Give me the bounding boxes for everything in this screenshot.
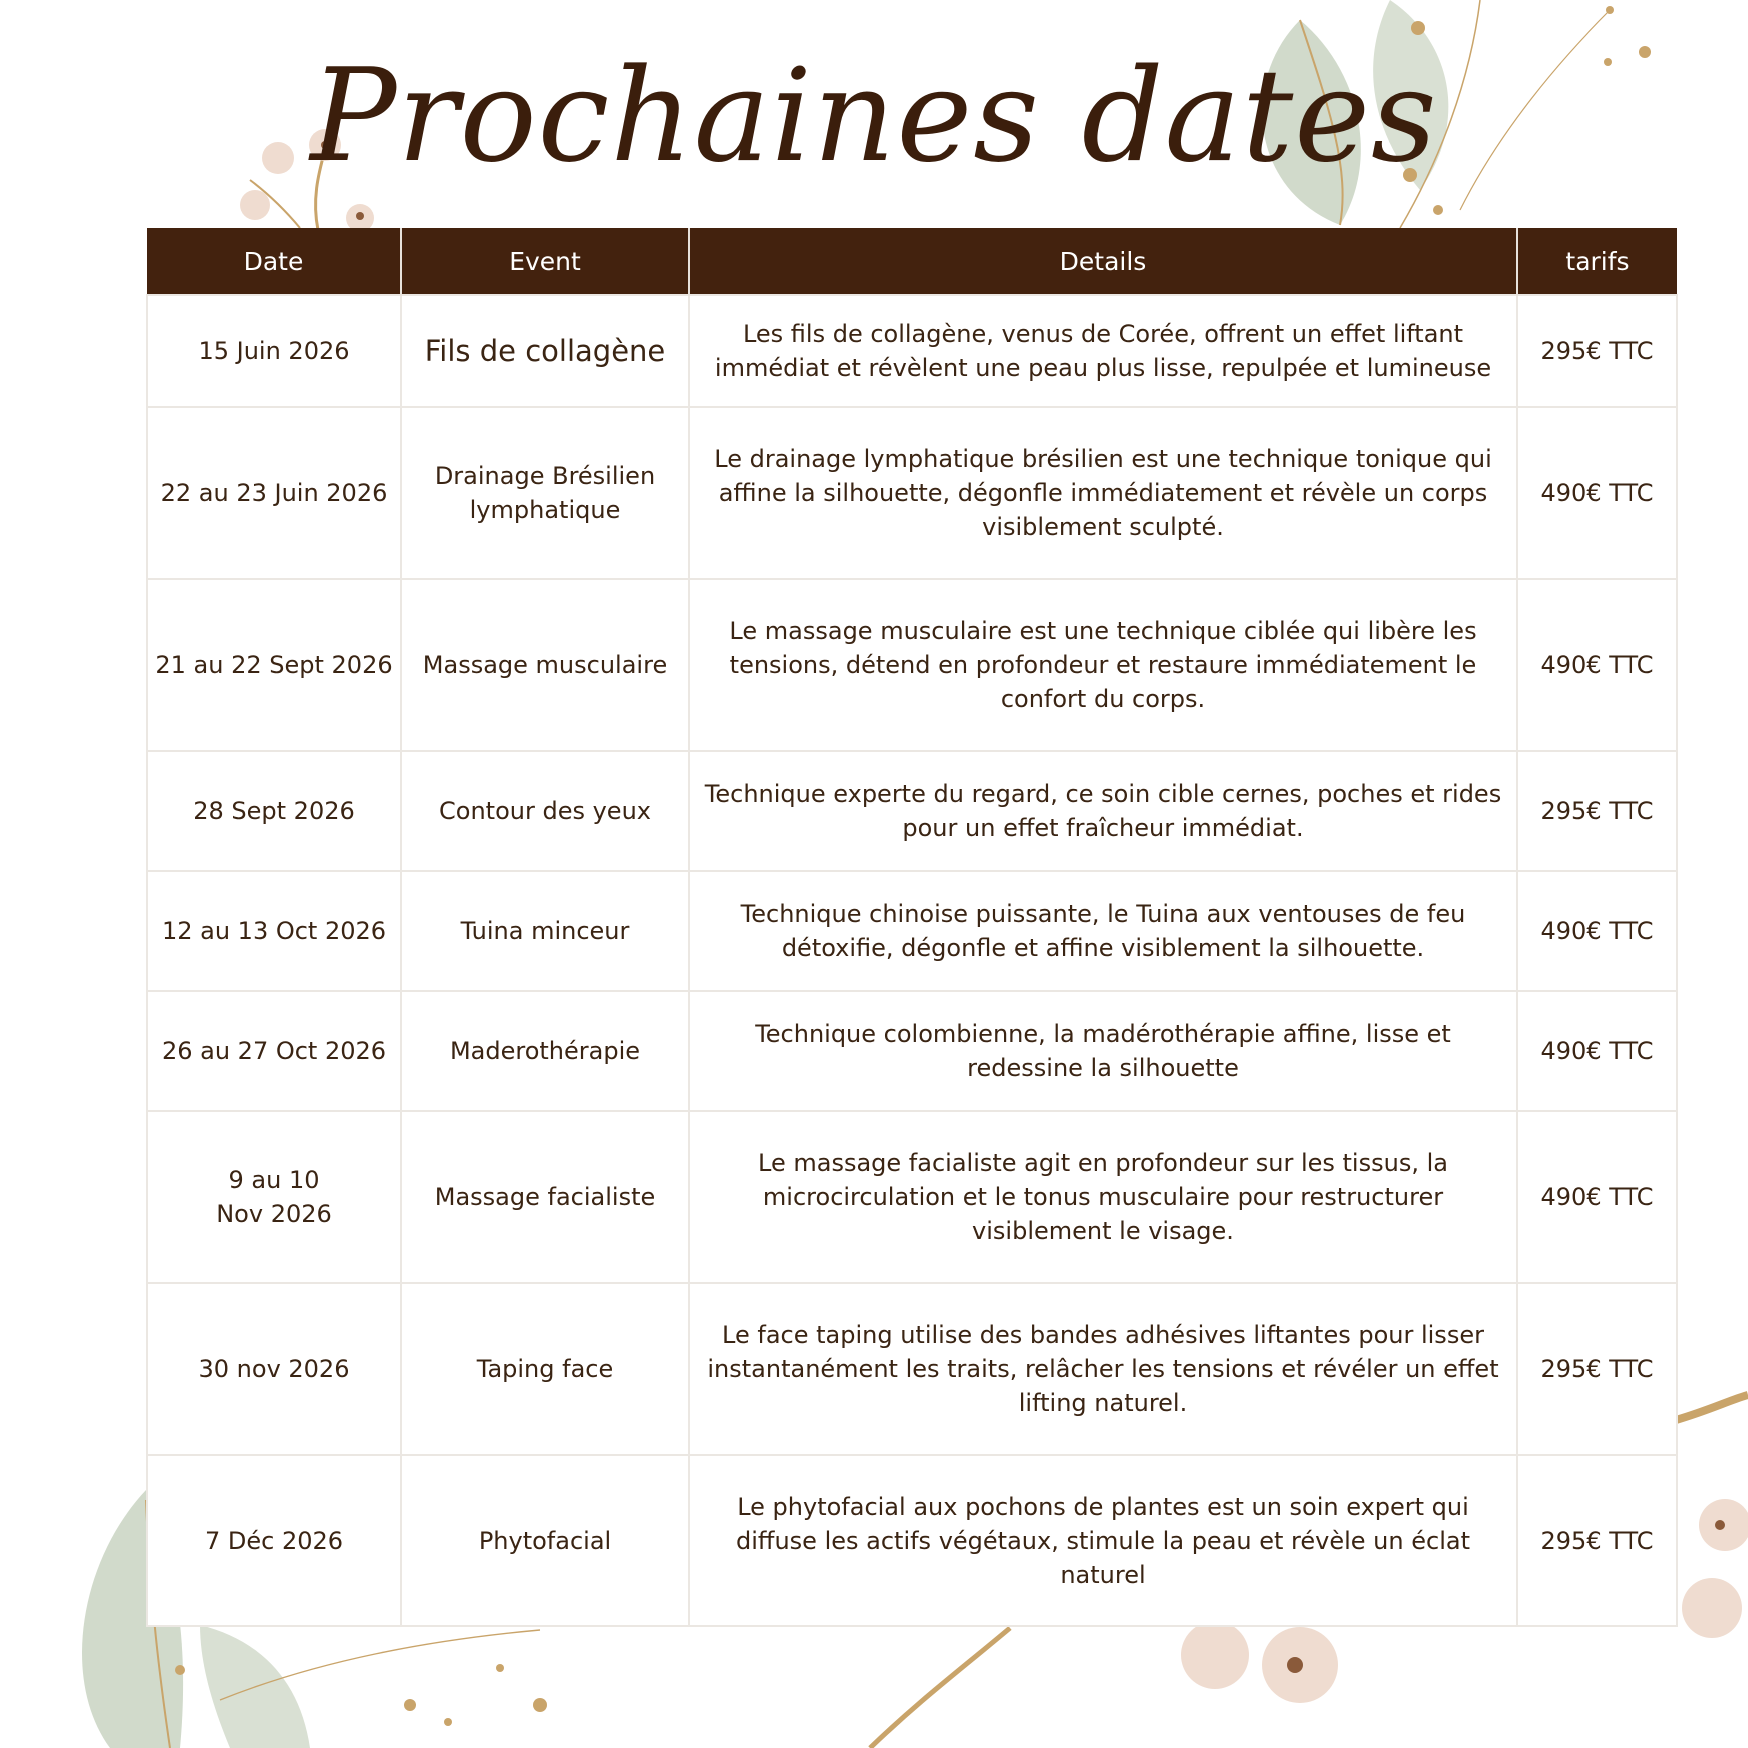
table-row <box>147 1283 1677 1455</box>
table-row <box>147 1455 1677 1626</box>
price-cell: 490€ TTC <box>1517 1111 1677 1283</box>
price-cell: 490€ TTC <box>1517 991 1677 1111</box>
details-cell: Technique experte du regard, ce soin cible cernes, poches et rides pour un effet fraîcheur immédiat. <box>689 751 1517 871</box>
date-cell: 30 nov 2026 <box>147 1283 401 1455</box>
table-row <box>147 407 1677 579</box>
column-header-details: Details <box>689 228 1517 295</box>
table-row <box>147 751 1677 871</box>
price-cell: 490€ TTC <box>1517 871 1677 991</box>
date-cell: 28 Sept 2026 <box>147 751 401 871</box>
event-cell: Fils de collagène <box>401 295 689 407</box>
date-cell: 26 au 27 Oct 2026 <box>147 991 401 1111</box>
details-cell: Le drainage lymphatique brésilien est une technique tonique qui affine la silhouette, dégonfle immédiatement et révèle un corps visiblement sculpté. <box>689 407 1517 579</box>
table-header-row <box>147 228 1677 295</box>
column-header-date: Date <box>147 228 401 295</box>
date-cell: 12 au 13 Oct 2026 <box>147 871 401 991</box>
price-cell: 295€ TTC <box>1517 751 1677 871</box>
date-cell: 22 au 23 Juin 2026 <box>147 407 401 579</box>
table-row <box>147 579 1677 751</box>
event-cell: Drainage Brésilien lymphatique <box>401 407 689 579</box>
details-cell: Les fils de collagène, venus de Corée, offrent un effet liftant immédiat et révèlent une peau plus lisse, repulpée et lumineuse <box>689 295 1517 407</box>
date-cell: 21 au 22 Sept 2026 <box>147 579 401 751</box>
details-cell: Technique colombienne, la madérothérapie affine, lisse et redessine la silhouette <box>689 991 1517 1111</box>
details-cell: Le face taping utilise des bandes adhésives liftantes pour lisser instantanément les traits, relâcher les tensions et révéler un effet lifting naturel. <box>689 1283 1517 1455</box>
column-header-tarifs: tarifs <box>1517 228 1677 295</box>
column-header-event: Event <box>401 228 689 295</box>
table-row <box>147 991 1677 1111</box>
event-cell: Massage facialiste <box>401 1111 689 1283</box>
page-title: Prochaines dates <box>310 42 1438 191</box>
details-cell: Le massage musculaire est une technique ciblée qui libère les tensions, détend en profondeur et restaure immédiatement le confort du corps. <box>689 579 1517 751</box>
schedule-table <box>146 228 1678 1627</box>
event-cell: Maderothérapie <box>401 991 689 1111</box>
price-cell: 295€ TTC <box>1517 1283 1677 1455</box>
event-cell: Phytofacial <box>401 1455 689 1626</box>
event-cell: Taping face <box>401 1283 689 1455</box>
details-cell: Le massage facialiste agit en profondeur sur les tissus, la microcirculation et le tonus musculaire pour restructurer visiblement le visage. <box>689 1111 1517 1283</box>
price-cell: 295€ TTC <box>1517 1455 1677 1626</box>
date-cell: 15 Juin 2026 <box>147 295 401 407</box>
price-cell: 295€ TTC <box>1517 295 1677 407</box>
table-row <box>147 295 1677 407</box>
event-cell: Contour des yeux <box>401 751 689 871</box>
date-cell: 9 au 10 Nov 2026 <box>147 1111 401 1283</box>
details-cell: Le phytofacial aux pochons de plantes est un soin expert qui diffuse les actifs végétaux, stimule la peau et révèle un éclat naturel <box>689 1455 1517 1626</box>
details-cell: Technique chinoise puissante, le Tuina aux ventouses de feu détoxifie, dégonfle et affine visiblement la silhouette. <box>689 871 1517 991</box>
event-cell: Massage musculaire <box>401 579 689 751</box>
table-row <box>147 1111 1677 1283</box>
event-cell: Tuina minceur <box>401 871 689 991</box>
price-cell: 490€ TTC <box>1517 407 1677 579</box>
table-row <box>147 871 1677 991</box>
date-cell: 7 Déc 2026 <box>147 1455 401 1626</box>
price-cell: 490€ TTC <box>1517 579 1677 751</box>
